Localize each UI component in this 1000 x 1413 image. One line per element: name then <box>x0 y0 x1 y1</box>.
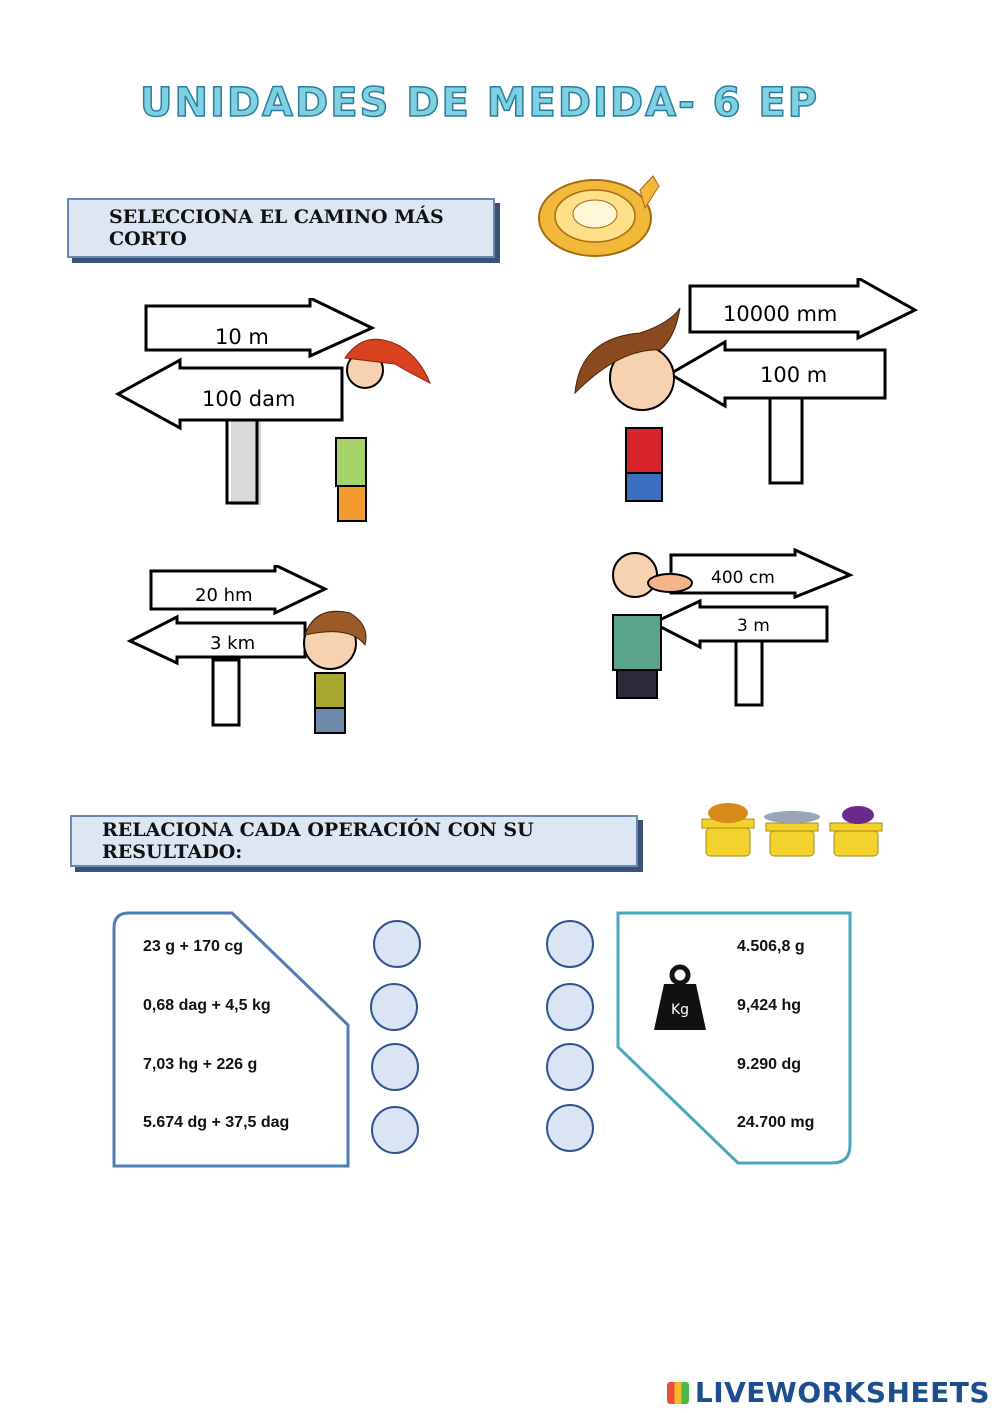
results-panel <box>614 909 858 1171</box>
result-1: 4.506,8 g <box>737 938 805 955</box>
footer-brand-text: LIVEWORKSHEETS <box>694 1376 990 1409</box>
result-3: 9.290 dg <box>737 1056 802 1073</box>
section2-heading-box <box>70 815 638 867</box>
sign1-top-label: 10 m <box>215 325 269 349</box>
weight-kg-icon <box>652 964 708 1034</box>
sign1-bottom-label: 100 dam <box>202 387 296 411</box>
sign4-bottom-label: 3 m <box>737 616 770 636</box>
operation-2: 0,68 dag + 4,5 kg <box>143 997 271 1014</box>
sign2-bottom-label: 100 m <box>760 363 828 387</box>
sign3-bottom-label: 3 km <box>210 633 256 654</box>
match-dot-result-3[interactable] <box>546 1043 594 1091</box>
footer-brand <box>667 1376 990 1409</box>
operation-1: 23 g + 170 cg <box>143 938 244 955</box>
liveworksheets-logo-icon <box>667 1382 689 1404</box>
tape-measure-icon <box>535 168 665 263</box>
match-dot-result-2[interactable] <box>546 983 594 1031</box>
operation-3: 7,03 hg + 226 g <box>143 1056 258 1073</box>
match-dot-operation-2[interactable] <box>370 983 418 1031</box>
match-dot-result-4[interactable] <box>546 1104 594 1152</box>
signpost-2[interactable] <box>560 278 920 508</box>
section1-heading-box <box>67 198 495 258</box>
match-dot-result-1[interactable] <box>546 920 594 968</box>
page-title: UNIDADES DE MEDIDA- 6 EP <box>140 80 820 126</box>
weight-label: Kg <box>670 1002 690 1018</box>
match-dot-operation-4[interactable] <box>371 1106 419 1154</box>
match-dot-operation-1[interactable] <box>373 920 421 968</box>
signpost-4[interactable] <box>595 545 860 715</box>
match-dot-operation-3[interactable] <box>371 1043 419 1091</box>
signpost-3[interactable] <box>125 565 385 745</box>
operation-4: 5.674 dg + 37,5 dag <box>143 1114 290 1131</box>
scales-icon <box>700 793 885 863</box>
result-2: 9,424 hg <box>737 997 802 1014</box>
result-4: 24.700 mg <box>737 1114 815 1131</box>
section2-heading: RELACIONA CADA OPERACIÓN CON SU RESULTADO: <box>102 819 534 863</box>
sign4-top-label: 400 cm <box>711 568 775 588</box>
signpost-1[interactable] <box>110 298 440 533</box>
sign2-top-label: 10000 mm <box>723 302 838 326</box>
section1-heading: SELECCIONA EL CAMINO MÁS CORTO <box>109 206 444 250</box>
sign3-top-label: 20 hm <box>195 585 253 606</box>
